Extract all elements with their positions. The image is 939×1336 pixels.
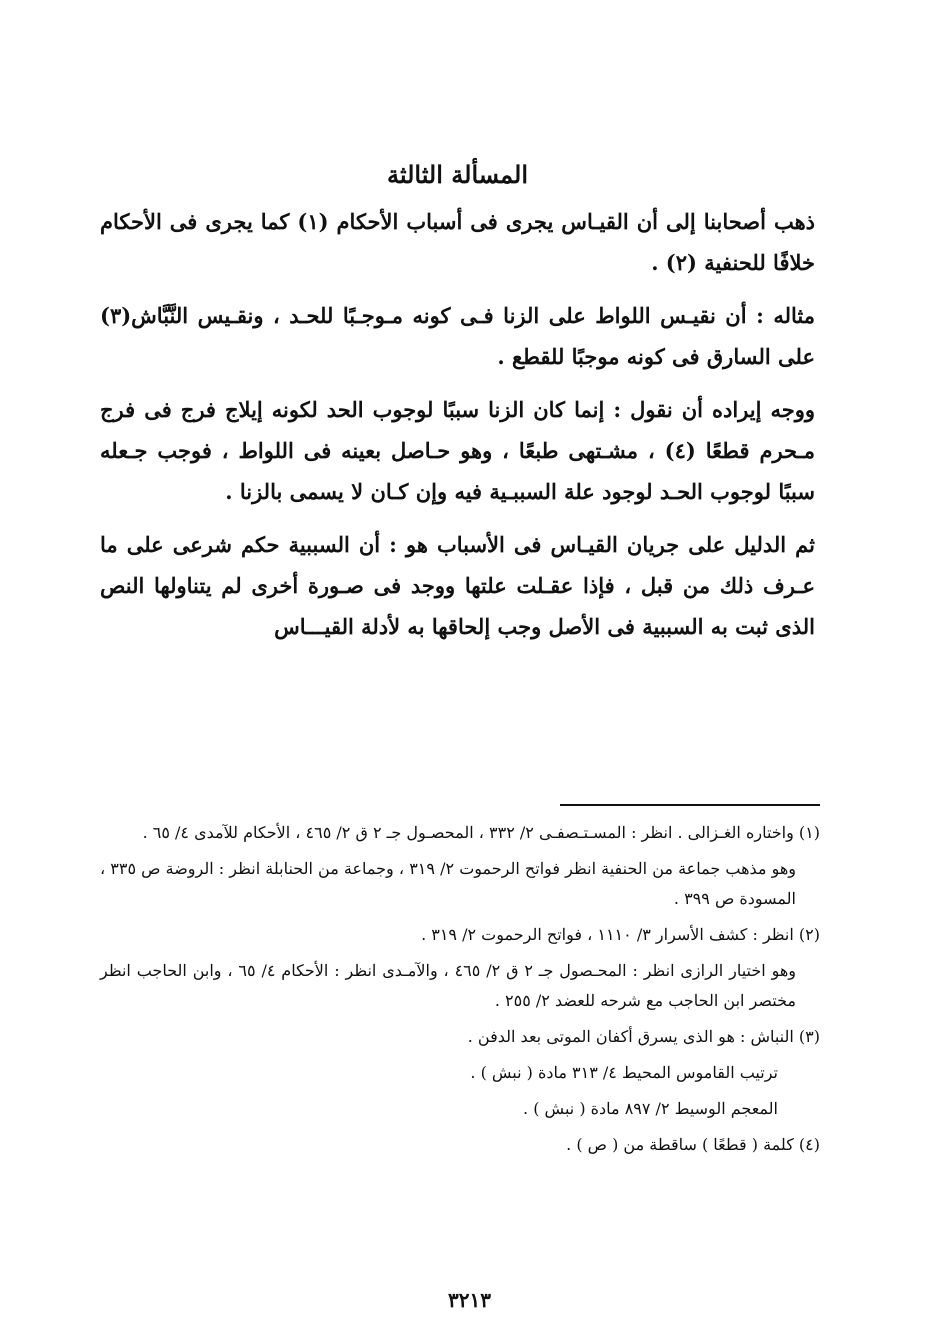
main-text xyxy=(100,160,815,659)
footnote-3-ref-1: ترتيب القاموس المحيط ٤/ ٣١٣ مادة ( نبش ) . xyxy=(470,1063,778,1082)
footnote-1-continuation: وهو مذهب جماعة من الحنفية انظر فواتح الرحموت ٢/ ٣١٩ ، وجماعة من الحنابلة انظر : الروضة ص ٣٣٥ ، المسودة ص ٣٩٩ . xyxy=(100,859,797,908)
footnote-2-continuation: وهو اختيار الرازى انظر : المحـصول جـ ٢ ق ٢/ ٤٦٥ ، والآمـدى انظر : الأحكام ٤/ ٦٥ ، وابن الحاجب انظر مختصر ابن الحاجب مع شرحه للعضد ٢/ ٢٥٥ . xyxy=(100,961,796,1010)
footnote-3: (٣) النباش : هو الذى يسرق أكفان الموتى بعد الدفن . xyxy=(467,1027,820,1046)
footnotes xyxy=(100,790,820,1166)
footnote-divider xyxy=(560,804,820,806)
paragraph-2: مثاله : أن نقيـس اللواط على الزنا فـى كونه مـوجـبًا للحـد ، ونقـيس النَّبَّاش(٣) على السارق فى كونه موجبًا للقطع . xyxy=(100,303,815,369)
paragraph-4: ثم الدليل على جريان القيـاس فى الأسباب هو : أن السببية حكم شرعى على ما عـرف ذلك من قبل ، فإذا عقـلت علتها ووجد فى صـورة أخرى لم يتناولها النص الذى ثبت به السببية فى الأصل وجب إلحاقها به لأدلة القيـــاس xyxy=(100,532,815,639)
footnote-3-ref-2: المعجم الوسيط ٢/ ٨٩٧ مادة ( نبش ) . xyxy=(523,1099,778,1118)
paragraph-1: ذهب أصحابنا إلى أن القيـاس يجرى فى أسباب الأحكام (١) كما يجرى فى الأحكام خلافًا للحنفية (٢) . xyxy=(100,209,815,275)
footnote-2: (٢) انظر : كشف الأسرار ٣/ ١١١٠ ، فواتح الرحموت ٢/ ٣١٩ . xyxy=(421,925,820,944)
section-title: المسألة الثالثة xyxy=(386,160,529,189)
footnote-4: (٤) كلمة ( قطعًا ) ساقطة من ( ص ) . xyxy=(566,1135,820,1154)
paragraph-3: ووجه إيراده أن نقول : إنما كان الزنا سببًا لوجوب الحد لكونه إيلاج فرج فى فرج مـحرم قطعًا (٤) ، مشـتهى طبعًا ، وهو حـاصل بعينه فى اللواط ، فوجب جـعله سببًا لوجوب الحـد لوجود علة السببـية فيه وإن كـان لا يسمى بالزنا . xyxy=(100,397,815,504)
page-number: ٣٢١٣ xyxy=(448,1288,491,1312)
footnote-1: (١) واختاره الغـزالى . انظر : المسـتـصفـى ٢/ ٣٣٢ ، المحصـول جـ ٢ ق ٢/ ٤٦٥ ، الأحكام للآمدى ٤/ ٦٥ . xyxy=(142,823,820,842)
